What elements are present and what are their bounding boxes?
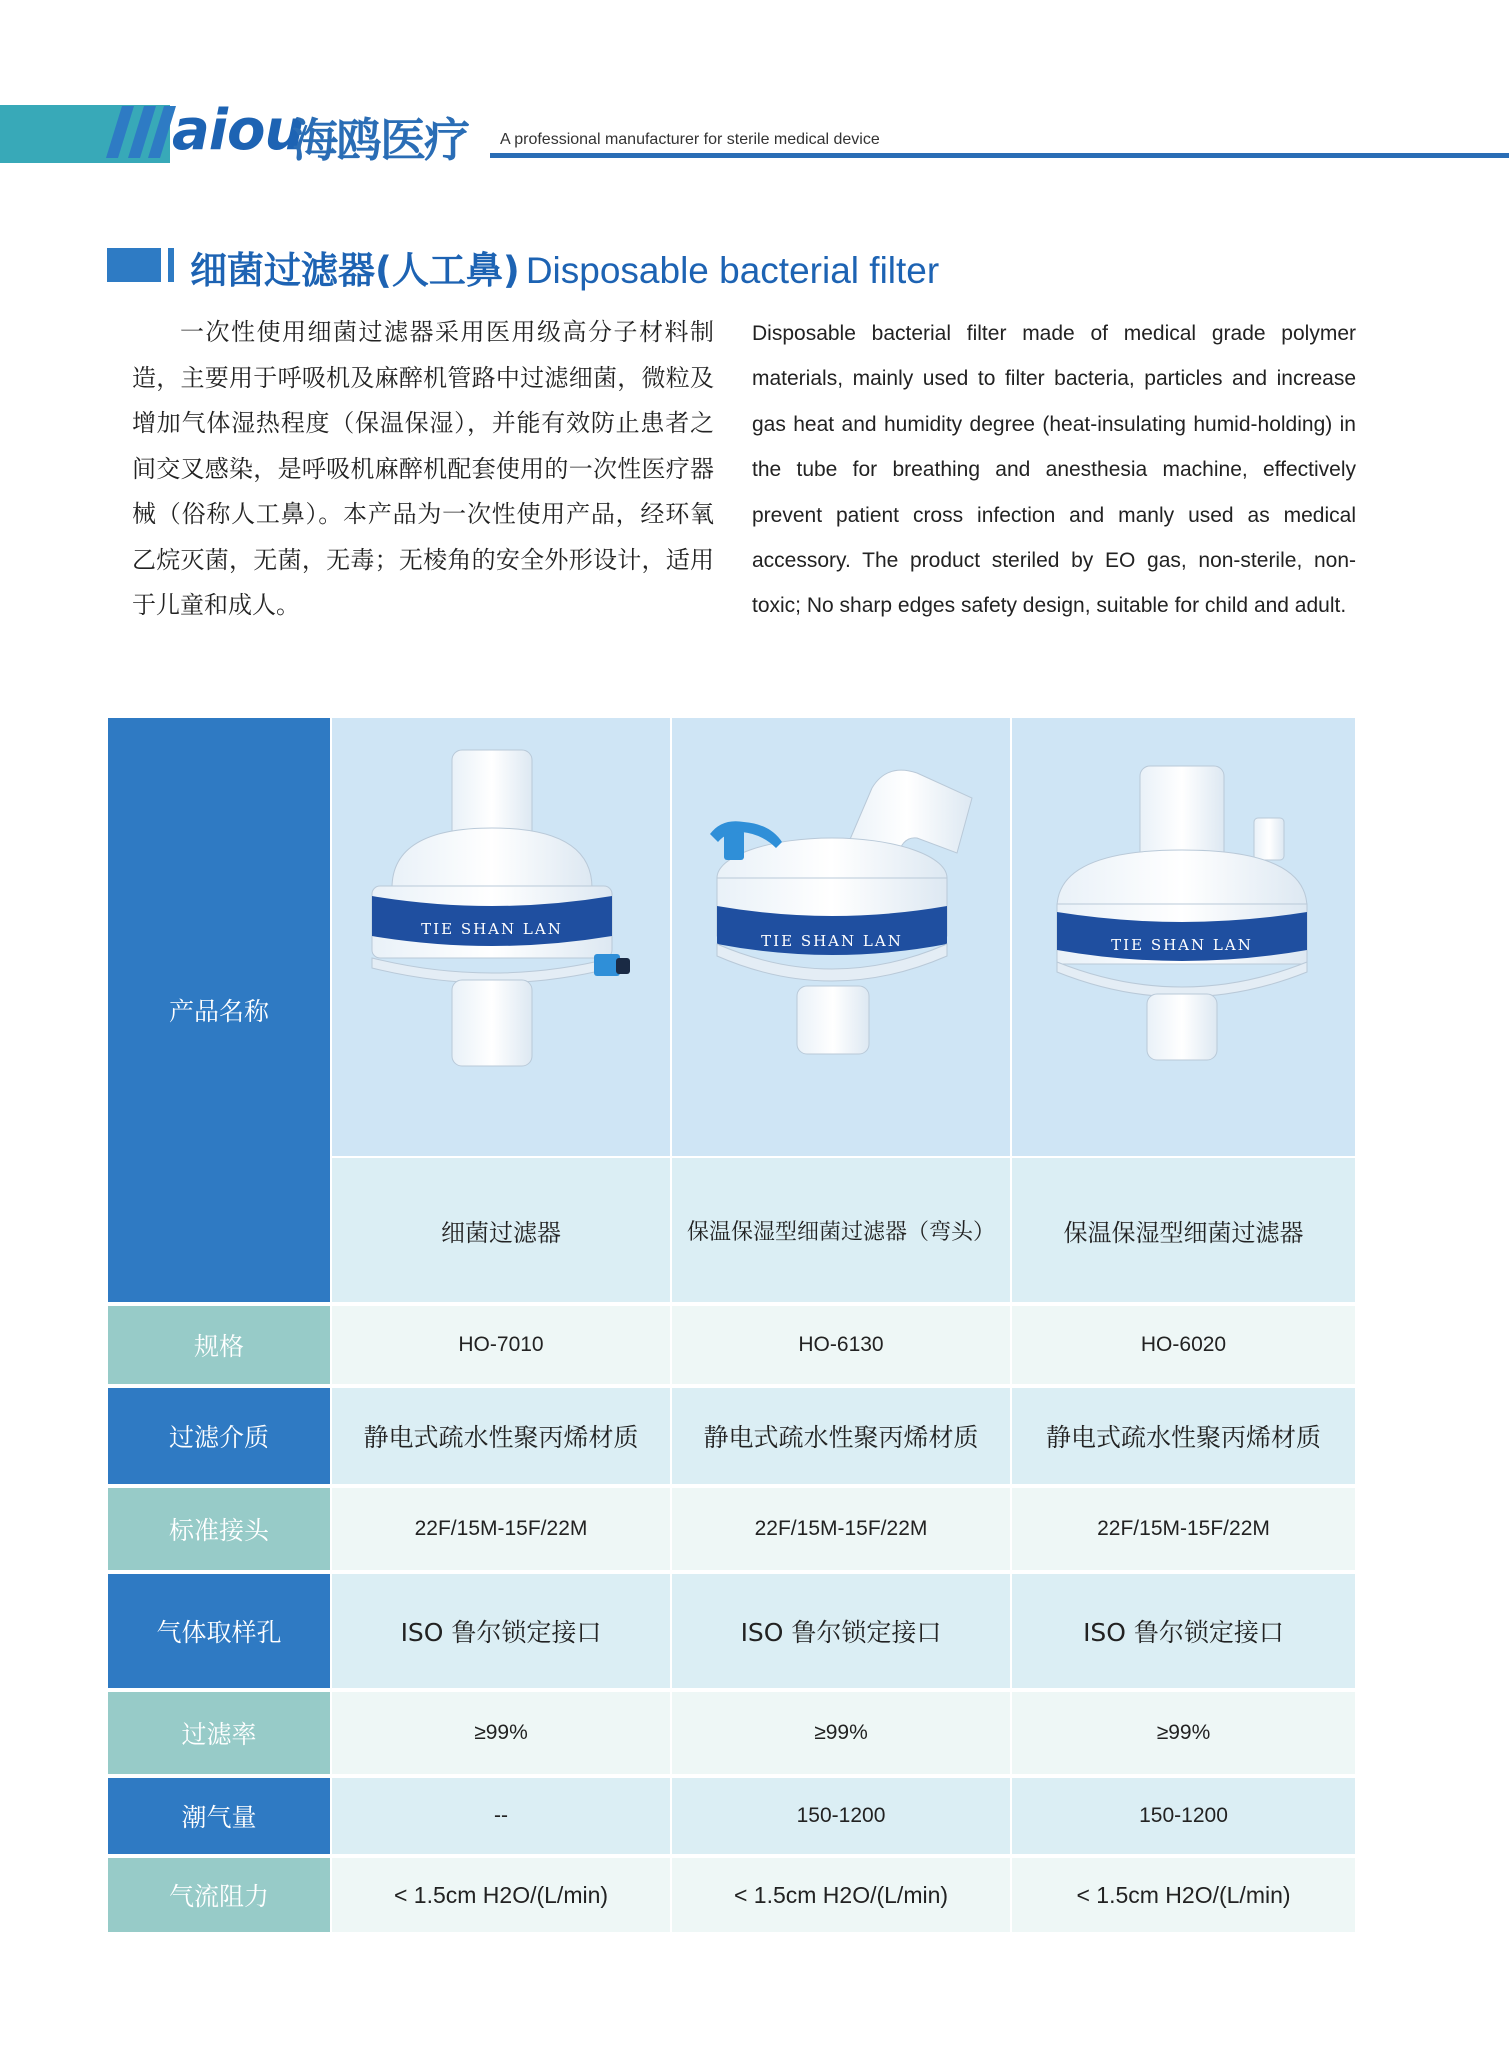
band-text: TIE SHAN LAN (761, 932, 903, 950)
spec-value: HO-6020 (1012, 1306, 1355, 1384)
media-value: 静电式疏水性聚丙烯材质 (672, 1388, 1010, 1484)
resistance-value: < 1.5cm H2O/(L/min) (1012, 1858, 1355, 1932)
description-english: Disposable bacterial filter made of medical grade polymer materials, mainly used to filter bacteria, particles and increase gas heat and humidity degree (heat-insulating humid-holding) in the tube for breathing and anesthesia machine, effectively prevent patient cross infection and manly used as medical accessory. The product steriled by EO gas, non-sterile, non-toxic; No sharp edges safety design, suitable for child and adult. (752, 322, 1356, 618)
connector-value: 22F/15M-15F/22M (672, 1488, 1010, 1570)
tidal-value: -- (332, 1778, 670, 1854)
filter-ho6020-image (1012, 718, 1355, 1156)
label-tidal: 潮气量 (108, 1778, 330, 1854)
rate-value: ≥99% (1012, 1692, 1355, 1774)
label-product-name: 产品名称 (108, 718, 330, 1302)
brand-chinese: 海鸥医疗 (292, 113, 468, 167)
company-tagline: A professional manufacturer for sterile medical device (500, 131, 880, 148)
connector-value: 22F/15M-15F/22M (1012, 1488, 1355, 1570)
product-image-cell (672, 718, 1010, 1156)
spec-value: HO-6130 (672, 1306, 1010, 1384)
brand-latin: aiou (172, 98, 304, 163)
tidal-value: 150-1200 (1012, 1778, 1355, 1854)
media-value: 静电式疏水性聚丙烯材质 (332, 1388, 670, 1484)
header-rule (490, 153, 1509, 158)
media-value: 静电式疏水性聚丙烯材质 (1012, 1388, 1355, 1484)
resistance-value: < 1.5cm H2O/(L/min) (332, 1858, 670, 1932)
title-english: Disposable bacterial filter (525, 250, 940, 291)
sampling-value: ISO 鲁尔锁定接口 (332, 1574, 670, 1688)
title-marker-bar (168, 248, 174, 282)
label-rate: 过滤率 (108, 1692, 330, 1774)
product-name: 保温保湿型细菌过滤器（弯头） (672, 1158, 1010, 1302)
product-name: 保温保湿型细菌过滤器 (1012, 1158, 1355, 1302)
band-text: TIE SHAN LAN (421, 920, 563, 938)
section-title (190, 240, 939, 294)
tidal-value: 150-1200 (672, 1778, 1010, 1854)
title-chinese: 细菌过滤器(人工鼻) (190, 249, 520, 292)
spec-table (108, 718, 1355, 1932)
title-marker-block (107, 248, 161, 282)
spec-value: HO-7010 (332, 1306, 670, 1384)
sampling-value: ISO 鲁尔锁定接口 (672, 1574, 1010, 1688)
resistance-value: < 1.5cm H2O/(L/min) (672, 1858, 1010, 1932)
product-image-cell (1012, 718, 1355, 1156)
label-sampling: 气体取样孔 (108, 1574, 330, 1688)
product-name: 细菌过滤器 (332, 1158, 670, 1302)
label-spec: 规格 (108, 1306, 330, 1384)
band-text: TIE SHAN LAN (1111, 936, 1253, 954)
filter-ho6130-image (672, 718, 1010, 1156)
label-media: 过滤介质 (108, 1388, 330, 1484)
connector-value: 22F/15M-15F/22M (332, 1488, 670, 1570)
product-image-cell (332, 718, 670, 1156)
company-logo (100, 96, 500, 170)
filter-ho7010-image (332, 718, 670, 1156)
rate-value: ≥99% (672, 1692, 1010, 1774)
label-connector: 标准接头 (108, 1488, 330, 1570)
description-chinese: 一次性使用细菌过滤器采用医用级高分子材料制造，主要用于呼吸机及麻醉机管路中过滤细菌，微粒及增加气体湿热程度（保温保湿），并能有效防止患者之间交叉感染，是呼吸机麻醉机配套使用的一次性医疗器械（俗称人工鼻）。本产品为一次性使用产品，经环氧乙烷灭菌，无菌，无毒；无棱角的安全外形设计，适用于儿童和成人。 (132, 318, 714, 619)
sampling-value: ISO 鲁尔锁定接口 (1012, 1574, 1355, 1688)
logo-slashes-icon (100, 96, 180, 166)
rate-value: ≥99% (332, 1692, 670, 1774)
label-resistance: 气流阻力 (108, 1858, 330, 1932)
